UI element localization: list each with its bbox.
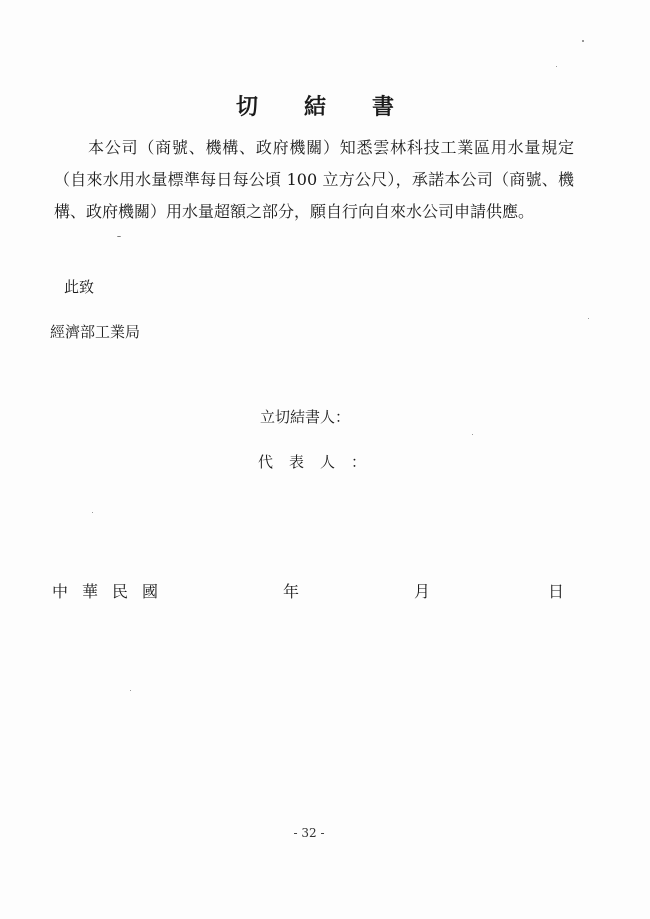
- representative-signature-label: 代表人：: [258, 453, 383, 471]
- document-title: 切結書: [235, 94, 440, 120]
- salutation: 此致: [64, 278, 95, 296]
- addressee: 經濟部工業局: [50, 323, 141, 341]
- scan-speck: [588, 318, 589, 319]
- scan-speck: [117, 236, 121, 237]
- scan-speck: [556, 66, 557, 67]
- scan-speck: [472, 434, 473, 435]
- date-month-label: 月: [414, 582, 431, 601]
- date-era: 中華民國: [52, 582, 173, 601]
- page-number: - 32 -: [293, 826, 325, 840]
- scan-speck: [582, 40, 584, 42]
- scan-speck: [130, 690, 131, 691]
- date-year-label: 年: [283, 582, 300, 601]
- scan-speck: [92, 512, 93, 513]
- date-day-label: 日: [548, 582, 565, 601]
- pledger-signature-label: 立切結書人：: [260, 408, 351, 426]
- pledge-body-text: 本公司（商號、機構、政府機關）知悉雲林科技工業區用水量規定（自來水用水量標準每日每公頃 100 立方公尺），承諾本公司（商號、機構、政府機關）用水量超額之部分，願自行向自來水公司申請供應。: [54, 138, 574, 221]
